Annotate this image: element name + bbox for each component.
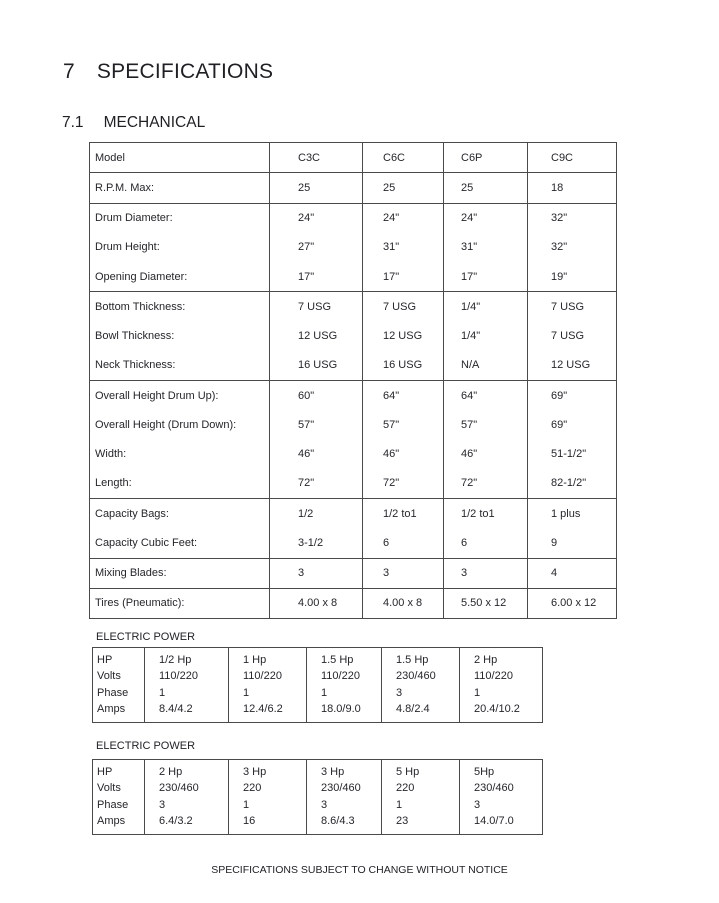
electric-value: 1.5 Hp — [396, 654, 429, 666]
spec-group-row — [90, 173, 617, 203]
electric-row-label: Amps — [97, 814, 126, 827]
spec-value: N/A — [461, 359, 480, 372]
electric-value: 5Hp — [474, 766, 495, 778]
electric-motor-cell — [382, 760, 460, 835]
spec-value-cell — [444, 203, 528, 292]
mech-header-row — [90, 143, 617, 173]
column-header-label: C9C — [551, 151, 574, 164]
spec-value: 12 USG — [383, 330, 423, 343]
electric-value: 3 — [396, 686, 403, 699]
column-header-label: C6C — [383, 151, 406, 164]
spec-value: 82-1/2" — [551, 477, 587, 490]
spec-label-cell — [90, 499, 270, 559]
spec-value: 7 USG — [298, 300, 332, 313]
subsection-title: MECHANICAL — [103, 114, 206, 131]
electric-value: 1 — [396, 798, 403, 811]
spec-value: 3 — [383, 567, 390, 580]
electric-value: 1 — [321, 686, 328, 699]
column-header-label: Model — [95, 151, 125, 164]
spec-label: Length: — [95, 477, 132, 490]
electric-value: 3 — [474, 798, 481, 811]
electric-value: 1.5 Hp — [321, 654, 354, 666]
section-title: SPECIFICATIONS — [96, 60, 274, 83]
column-header-label: C6P — [461, 151, 483, 164]
spec-value: 17" — [298, 270, 315, 283]
electric-value: 5 Hp — [396, 766, 420, 778]
spec-value: 4.00 x 8 — [298, 597, 338, 610]
electric-value: 230/460 — [396, 670, 436, 683]
spec-label: R.P.M. Max: — [95, 181, 155, 194]
spec-value: 12 USG — [551, 359, 591, 372]
spec-value: 24" — [461, 212, 478, 225]
spec-label: Mixing Blades: — [95, 567, 167, 580]
column-header-cell — [528, 143, 617, 173]
electric-motor-cell — [307, 648, 382, 723]
spec-value-cell — [363, 499, 444, 559]
spec-value-cell — [270, 292, 363, 381]
electric-value: 3 Hp — [243, 766, 267, 778]
electric-value: 220 — [396, 782, 415, 795]
spec-value-cell — [270, 499, 363, 559]
spec-value: 3-1/2 — [298, 536, 324, 549]
electric-power-row — [93, 648, 543, 723]
electric-row-label: Phase — [97, 798, 129, 811]
spec-value: 46" — [383, 448, 400, 461]
spec-value: 3 — [298, 567, 305, 580]
spec-value-cell — [528, 292, 617, 381]
electric-value: 14.0/7.0 — [474, 814, 514, 827]
spec-value: 12 USG — [298, 330, 338, 343]
spec-value-cell — [363, 173, 444, 203]
spec-value-cell — [270, 203, 363, 292]
electric-value: 230/460 — [474, 782, 514, 795]
electric-row-label: Phase — [97, 686, 129, 699]
column-header-cell — [270, 143, 363, 173]
spec-value: 25 — [298, 181, 311, 194]
electric-motor-cell — [145, 648, 229, 723]
spec-value: 1/2 to1 — [383, 507, 417, 520]
spec-value: 1 plus — [551, 507, 581, 520]
electric-value: 110/220 — [243, 670, 282, 683]
spec-group-row — [90, 499, 617, 559]
electric-value: 1 — [243, 798, 250, 811]
subsection-number: 7.1 — [62, 114, 84, 131]
electric-value: 18.0/9.0 — [321, 702, 361, 715]
electric-power-title-1: ELECTRIC POWER — [96, 631, 196, 643]
electric-power-row — [93, 760, 543, 835]
spec-value-cell — [444, 381, 528, 499]
spec-value: 4 — [551, 567, 558, 580]
spec-value: 6 — [461, 536, 468, 549]
spec-label: Width: — [95, 448, 127, 461]
spec-value: 17" — [383, 270, 400, 283]
spec-value: 57" — [383, 418, 400, 431]
spec-value: 72" — [461, 477, 478, 490]
spec-value-cell — [528, 499, 617, 559]
electric-value: 1 — [243, 686, 250, 699]
spec-value: 57" — [461, 418, 478, 431]
spec-value: 31" — [461, 241, 478, 254]
electric-motor-cell — [460, 760, 543, 835]
electric-row-label: HP — [97, 654, 113, 666]
electric-row-label: HP — [97, 766, 113, 778]
spec-value: 1/2 to1 — [461, 507, 495, 520]
electric-motor-cell — [229, 760, 307, 835]
spec-value-cell — [528, 203, 617, 292]
spec-value: 31" — [383, 241, 400, 254]
spec-value-cell — [444, 173, 528, 203]
electric-row-label: Amps — [97, 702, 126, 715]
spec-value-cell — [270, 381, 363, 499]
spec-value: 72" — [298, 477, 315, 490]
spec-value: 64" — [383, 389, 400, 402]
spec-value-cell — [444, 292, 528, 381]
electric-value: 3 — [321, 798, 328, 811]
spec-value: 1/2 — [298, 507, 314, 520]
spec-value-cell — [444, 499, 528, 559]
spec-value-cell — [270, 588, 363, 618]
spec-value: 7 USG — [551, 300, 585, 313]
spec-label: Overall Height (Drum Down): — [95, 418, 237, 431]
spec-value-cell — [363, 203, 444, 292]
electric-value: 2 Hp — [159, 766, 183, 778]
spec-value-cell — [270, 558, 363, 588]
spec-value: 16 USG — [298, 359, 338, 372]
spec-value: 1/4" — [461, 300, 481, 313]
electric-value: 8.6/4.3 — [321, 814, 355, 827]
electric-motor-cell — [460, 648, 543, 723]
electric-motor-cell — [145, 760, 229, 835]
electric-value: 110/220 — [321, 670, 360, 683]
spec-value-cell — [270, 173, 363, 203]
section-heading — [63, 60, 273, 84]
spec-value: 6.00 x 12 — [551, 597, 597, 610]
electric-value: 3 — [159, 798, 166, 811]
spec-value: 7 USG — [551, 330, 585, 343]
electric-value: 4.8/2.4 — [396, 702, 430, 715]
spec-label: Tires (Pneumatic): — [95, 597, 185, 610]
spec-group-row — [90, 292, 617, 381]
spec-value: 7 USG — [383, 300, 417, 313]
electric-motor-cell — [307, 760, 382, 835]
electric-value: 110/220 — [474, 670, 513, 683]
electric-value: 1 — [159, 686, 166, 699]
electric-value: 23 — [396, 814, 409, 827]
spec-label: Drum Height: — [95, 241, 160, 254]
electric-value: 2 Hp — [474, 654, 498, 666]
spec-label: Opening Diameter: — [95, 270, 188, 283]
electric-value: 230/460 — [159, 782, 199, 795]
electric-power-title-2: ELECTRIC POWER — [96, 740, 196, 752]
electric-value: 1/2 Hp — [159, 654, 192, 666]
electric-value: 1 — [474, 686, 481, 699]
spec-label-cell — [90, 173, 270, 203]
spec-group-row — [90, 381, 617, 499]
spec-label: Drum Diameter: — [95, 212, 173, 225]
spec-value: 69" — [551, 389, 568, 402]
spec-value: 46" — [461, 448, 478, 461]
spec-value: 25 — [461, 181, 474, 194]
spec-value-cell — [363, 558, 444, 588]
electric-value: 220 — [243, 782, 262, 795]
spec-label-cell — [90, 558, 270, 588]
spec-label: Capacity Bags: — [95, 507, 169, 520]
electric-value: 12.4/6.2 — [243, 702, 283, 715]
electric-value: 1 Hp — [243, 654, 267, 666]
subsection-heading — [62, 114, 205, 132]
spec-value: 1/4" — [461, 330, 481, 343]
spec-label: Overall Height Drum Up): — [95, 389, 219, 402]
electric-power-table-1 — [92, 647, 543, 723]
electric-row-label: Volts — [97, 782, 121, 795]
spec-value-cell — [528, 558, 617, 588]
spec-label-cell — [90, 588, 270, 618]
spec-label: Capacity Cubic Feet: — [95, 536, 198, 549]
column-header-label: C3C — [298, 151, 321, 164]
spec-label-cell — [90, 292, 270, 381]
spec-value: 4.00 x 8 — [383, 597, 423, 610]
spec-value: 17" — [461, 270, 478, 283]
section-number: 7 — [63, 60, 75, 83]
spec-value-cell — [363, 292, 444, 381]
spec-group-row — [90, 558, 617, 588]
spec-value: 9 — [551, 536, 558, 549]
mechanical-specs-table — [89, 142, 617, 619]
spec-value: 57" — [298, 418, 315, 431]
electric-row-labels-cell — [93, 760, 145, 835]
spec-value: 51-1/2" — [551, 448, 587, 461]
spec-value: 3 — [461, 567, 468, 580]
electric-power-table-2 — [92, 759, 543, 835]
spec-label-cell — [90, 203, 270, 292]
spec-label-cell — [90, 381, 270, 499]
spec-label: Bottom Thickness: — [95, 300, 186, 313]
spec-value-cell — [444, 588, 528, 618]
spec-value-cell — [363, 588, 444, 618]
spec-value-cell — [528, 588, 617, 618]
spec-group-row — [90, 203, 617, 292]
model-header-cell — [90, 143, 270, 173]
column-header-cell — [444, 143, 528, 173]
spec-label: Bowl Thickness: — [95, 330, 175, 343]
spec-value-cell — [528, 173, 617, 203]
spec-value: 72" — [383, 477, 400, 490]
electric-row-labels-cell — [93, 648, 145, 723]
electric-value: 3 Hp — [321, 766, 345, 778]
electric-value: 230/460 — [321, 782, 361, 795]
spec-value-cell — [528, 381, 617, 499]
spec-value: 19" — [551, 270, 568, 283]
column-header-cell — [363, 143, 444, 173]
spec-value-cell — [363, 381, 444, 499]
spec-value: 18 — [551, 181, 564, 194]
electric-value: 16 — [243, 814, 256, 827]
spec-value: 16 USG — [383, 359, 423, 372]
electric-value: 8.4/4.2 — [159, 702, 193, 715]
electric-motor-cell — [229, 648, 307, 723]
spec-value: 25 — [383, 181, 396, 194]
spec-value: 46" — [298, 448, 315, 461]
spec-value: 5.50 x 12 — [461, 597, 507, 610]
spec-value: 27" — [298, 241, 315, 254]
electric-value: 110/220 — [159, 670, 198, 683]
spec-value: 32" — [551, 241, 568, 254]
spec-value-cell — [444, 558, 528, 588]
spec-label: Neck Thickness: — [95, 359, 176, 372]
spec-value: 32" — [551, 212, 568, 225]
spec-group-row — [90, 588, 617, 618]
electric-value: 20.4/10.2 — [474, 702, 520, 715]
spec-value: 60" — [298, 389, 315, 402]
electric-value: 6.4/3.2 — [159, 814, 193, 827]
spec-value: 24" — [298, 212, 315, 225]
electric-motor-cell — [382, 648, 460, 723]
footer-note: SPECIFICATIONS SUBJECT TO CHANGE WITHOUT NOTICE — [211, 864, 508, 876]
electric-row-label: Volts — [97, 670, 121, 683]
spec-value: 24" — [383, 212, 400, 225]
spec-value: 6 — [383, 536, 390, 549]
spec-value: 64" — [461, 389, 478, 402]
spec-value: 69" — [551, 418, 568, 431]
